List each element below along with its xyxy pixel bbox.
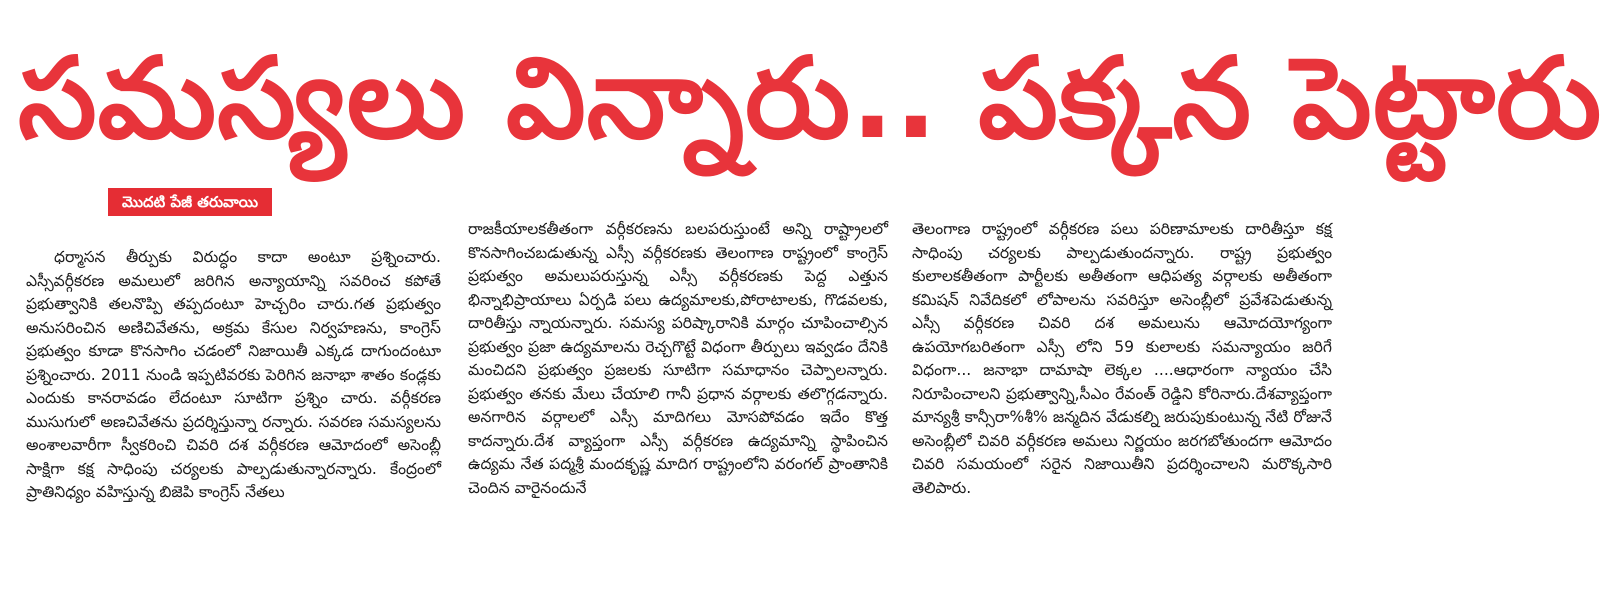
headline: సమస్యలు విన్నారు.. పక్కన పెట్టారు bbox=[18, 34, 1602, 164]
column-2-text: రాజకీయాలకతీతంగా వర్గీకరణను బలపరుస్తుంటే అన్ని రాష్ట్రాలలో కొనసాగించబడుతున్న ఎస్సీ వర్గీకరణకు తెలంగాణ రాష్ట్రంలో కాంగ్రెస్ ప్రభుత్వం అమలుపరుస్తున్న ఎస్సీ వర్గీకరణకు పెద్ద ఎత్తున భిన్నాభిప్రాయాలు ఏర్పడి పలు ఉద్యమాలకు,పోరాటాలకు, గొడవలకు, దారితీస్తు న్నాయన్నారు. సమస్య పరిష్కారానికి మార్గం చూపించాల్సిన ప్రభుత్వం ప్రజా ఉద్యమాలను రెచ్చగొట్టే విధంగా తీర్పులు ఇవ్వడం దేనికి మంచిదని ప్రభుత్వం ప్రజలకు సూటిగా సమాధానం చెప్పాలన్నారు. ప్రభుత్వం తనకు మేలు చేయాలి గానీ ప్రధాన వర్గాలకు తలొగ్గడన్నారు. అనగారిన వర్గాలలో ఎస్సీ మాదిగలు మోసపోవడం ఇదేం కొత్త కాదన్నారు.దేశ వ్యాప్తంగా ఎస్సీ వర్గీకరణ ఉద్యమాన్ని స్థాపించిన ఉద్యమ నేత పద్మశ్రీ మందకృష్ణ మాదిగ రాష్ట్రంలోని వరంగల్ ప్రాంతానికి చెందిన వారైనందునే bbox=[468, 220, 888, 497]
article-column-1 bbox=[26, 246, 441, 606]
column-1-text: ధర్మాసన తీర్పుకు విరుద్ధం కాదా అంటూ ప్రశ్నించారు. ఎస్సీవర్గీకరణ అమలులో జరిగిన అన్యాయాన్ని సవరించ కపోతే ప్రభుత్వానికి తలనొప్పి తప్పదంటూ హెచ్చరిం చారు.గత ప్రభుత్వం అనుసరించిన అణిచివేతను, అక్రమ కేసుల నిర్వహణను, కాంగ్రెస్ ప్రభుత్వం కూడా కొనసాగిం చడంలో నిజాయితీ ఎక్కడ దాగుందంటూ ప్రశ్నించారు. 2011 నుండి ఇప్పటివరకు పెరిగిన జనాభా శాతం కండ్లకు ఎందుకు కానరావడం లేదంటూ సూటిగా ప్రశ్నిం చారు. వర్గీకరణ ముసుగులో అణచివేతను ప్రదర్శిస్తున్నా రన్నారు. సవరణ సమస్యలను అంశాలవారీగా స్వీకరించి చివరి దశ వర్గీకరణ ఆమోదంలో అసెంబ్లీ సాక్షిగా కక్ష సాధింపు చర్యలకు పాల్పడుతున్నారన్నారు. కేంద్రంలో ప్రాతినిధ్యం వహిస్తున్న బిజెపి కాంగ్రెస్ నేతలు bbox=[26, 248, 441, 501]
continued-from-front-page-label: మొదటి పేజీ తరువాయి bbox=[108, 188, 272, 216]
article-column-2 bbox=[468, 218, 888, 603]
article-column-3 bbox=[912, 218, 1332, 603]
column-3-text: తెలంగాణ రాష్ట్రంలో వర్గీకరణ పలు పరిణామాలకు దారితీస్తూ కక్ష సాధింపు చర్యలకు పాల్పడుతుందన్నారు. రాష్ట్ర ప్రభుత్వం కులాలకతీతంగా పార్టీలకు అతీతంగా ఆధిపత్య వర్గాలకు అతీతంగా కమిషన్ నివేదికలో లోపాలను సవరిస్తూ అసెంబ్లీలో ప్రవేశపెడుతున్న ఎస్సీ వర్గీకరణ చివరి దశ అమలును ఆమోదయోగ్యంగా ఉపయోగబరితంగా ఎస్సీ లోని 59 కులాలకు సమన్యాయం జరిగే విధంగా... జనాభా దామాషా లెక్కల ....ఆధారంగా న్యాయం చేసి నిరూపించాలని ప్రభుత్వాన్ని,సీఎం రేవంత్ రెడ్డిని కోరినారు.దేశవ్యాప్తంగా మాన్యశ్రీ కాన్సీరా%శీ% జన్మదిన వేడుకల్ని జరుపుకుంటున్న నేటి రోజునే అసెంబ్లీలో చివరి వర్గీకరణ అమలు నిర్ణయం జరగబోతుందగా ఆమోదం చివరి సమయంలో సరైన నిజాయితీని ప్రదర్శించాలని మరొక్కసారి తెలిపారు. bbox=[912, 220, 1332, 497]
